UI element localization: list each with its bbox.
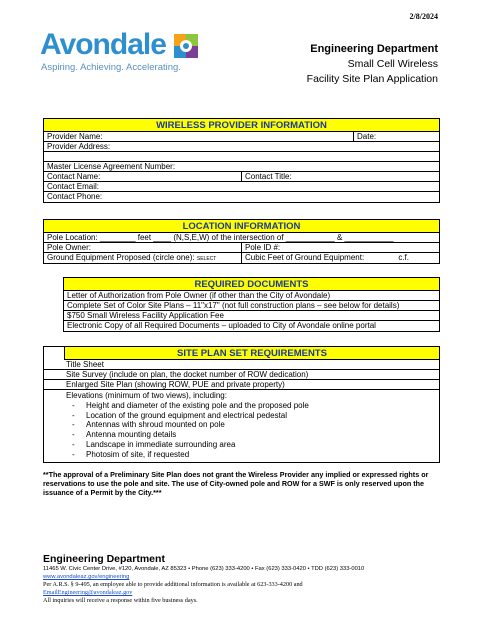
pole-owner-field[interactable]: Pole Owner:	[44, 243, 242, 253]
document-date: 2/8/2024	[409, 12, 438, 21]
elevation-bullet	[66, 420, 439, 430]
bullet-text: Height and diameter of the existing pole and the proposed pole	[86, 400, 309, 410]
bullet-dash: -	[72, 439, 75, 449]
bullet-dash: -	[72, 430, 75, 440]
provider-name-field[interactable]: Provider Name:	[44, 132, 354, 142]
location-section	[43, 219, 440, 264]
contact-email-field[interactable]: Contact Email:	[44, 182, 439, 192]
logo-mark-icon	[174, 34, 198, 58]
required-documents-section	[63, 277, 440, 332]
provider-address-field[interactable]: Provider Address:	[44, 142, 439, 152]
bullet-dash: -	[72, 410, 75, 420]
cubic-feet-unit: c.f.	[398, 253, 409, 262]
document-subtitle-1: Small Cell Wireless	[347, 58, 438, 70]
bullet-text: Landscape in immediate surrounding area	[86, 439, 236, 449]
pole-location-field[interactable]: Pole Location: ________ feet ____ (N,S,E,W) of the intersection of ___________ & ___________	[44, 233, 439, 243]
bullet-text: Antennas with shroud mounted on pole	[86, 420, 225, 430]
provider-name-row	[44, 132, 439, 142]
ground-equipment-select[interactable]: SELECT	[196, 256, 217, 262]
pole-id-field[interactable]: Pole ID #:	[245, 243, 281, 252]
ground-equipment-label: Ground Equipment Proposed (circle one):	[47, 253, 195, 262]
required-item: Electronic Copy of all Required Documents – uploaded to City of Avondale online portal	[67, 321, 376, 330]
bullet-text: Location of the ground equipment and electrical pedestal	[86, 410, 288, 420]
avondale-logo	[40, 30, 210, 78]
cubic-feet-field[interactable]	[242, 253, 439, 263]
pole-owner-row	[44, 243, 439, 253]
required-item: Letter of Authorization from Pole Owner (if other than the City of Avondale)	[64, 291, 439, 301]
bullet-dash: -	[72, 449, 75, 459]
footer-ars: Per A.R.S. § 9-495, an employee able to provide additional information is available at 623-333-4200 and	[43, 581, 303, 588]
department-title: Engineering Department	[310, 43, 438, 55]
siteplan-item: Enlarged Site Plan (showing ROW, PUE and private property)	[44, 380, 439, 390]
section-title: SITE PLAN SET REQUIREMENTS	[64, 347, 439, 360]
cubic-feet-label: Cubic Feet of Ground Equipment:	[245, 253, 365, 262]
bullet-text: Antenna mounting details	[86, 430, 177, 440]
bullet-dash: -	[72, 400, 75, 410]
bullet-dash: -	[72, 420, 75, 430]
elevation-bullet	[66, 450, 439, 460]
contact-phone-field[interactable]: Contact Phone:	[47, 192, 103, 201]
elevation-bullet	[66, 430, 439, 440]
site-plan-section	[43, 346, 440, 463]
logo-tagline: Aspiring. Achieving. Accelerating.	[41, 62, 181, 73]
siteplan-item: Elevations (minimum of two views), including:	[66, 391, 227, 400]
approval-note: **The approval of a Preliminary Site Plan does not grant the Wireless Provider any implied or expressed rights or reservations to use the pole and site. The use of City-owned pole and ROW for a SWF is only reserved upon the issuance of a Permit by the City.***	[43, 470, 429, 497]
footer-response: All inquiries will receive a response within five business days.	[43, 597, 198, 604]
elevation-bullet	[66, 411, 439, 421]
elevation-bullet	[66, 401, 439, 411]
blank-row	[44, 152, 439, 162]
section-title: WIRELESS PROVIDER INFORMATION	[44, 119, 439, 132]
footer-website-link[interactable]: www.avondaleaz.gov/engineering	[43, 574, 130, 580]
elevations-block	[44, 390, 439, 462]
required-item: $750 Small Wireless Facility Application Fee	[64, 311, 439, 321]
contact-name-field[interactable]: Contact Name:	[44, 172, 242, 182]
section-title: LOCATION INFORMATION	[44, 220, 439, 233]
footer-email-link[interactable]: EmailEngineering@avondaleaz.gov	[43, 589, 133, 596]
footer-address: 11465 W. Civic Center Drive, #120, Avondale, AZ 85323 • Phone (623) 333-4200 • Fax (623) 333-0420 • TDD (623) 333-0010	[43, 566, 365, 572]
contact-title-field[interactable]: Contact Title:	[245, 172, 292, 181]
mla-field[interactable]: Master License Agreement Number:	[44, 162, 439, 172]
required-item: Complete Set of Color Site Plans – 11"x17" (not full construction plans – see below for details)	[64, 301, 439, 311]
footer	[43, 553, 443, 605]
date-field[interactable]: Date:	[357, 132, 377, 141]
wireless-provider-section	[43, 118, 440, 203]
footer-title: Engineering Department	[43, 553, 165, 565]
siteplan-item: Title Sheet	[44, 360, 439, 370]
document-subtitle-2: Facility Site Plan Application	[306, 73, 438, 85]
siteplan-item: Site Survey (include on plan, the docket number of ROW dedication)	[44, 370, 439, 380]
ground-equipment-row	[44, 253, 439, 263]
logo-wordmark: Avondale	[40, 28, 166, 61]
bullet-text: Photosim of site, if requested	[86, 449, 190, 459]
section-title: REQUIRED DOCUMENTS	[64, 278, 439, 291]
ground-equipment-field	[44, 253, 242, 263]
document-header	[307, 42, 438, 87]
contact-name-row	[44, 172, 439, 182]
elevation-bullet	[66, 440, 439, 450]
